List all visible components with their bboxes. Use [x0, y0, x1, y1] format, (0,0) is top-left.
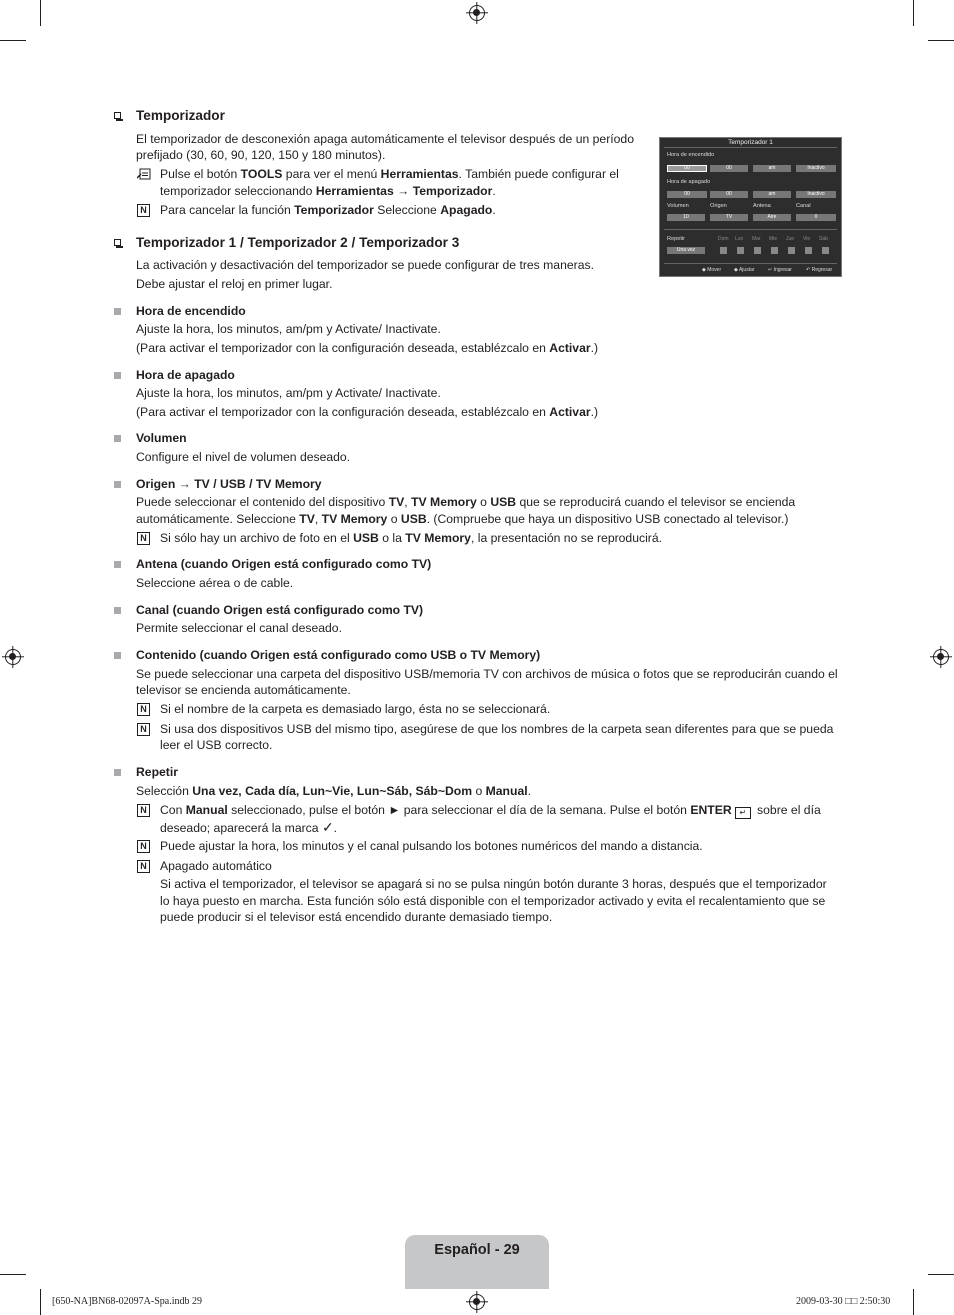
item-text: Selección Una vez, Cada día, Lun~Vie, Lun~Sáb, Sáb~Dom o Manual.: [136, 784, 531, 798]
bullet-icon: [114, 769, 121, 776]
item-text: Se puede seleccionar una carpeta del dispositivo USB/memoria TV con archivos de música o fotos que se reproducirán cuando el: [136, 667, 838, 681]
paragraph-line: prefijado (30, 60, 90, 120, 150 y 180 minutos).: [136, 148, 386, 162]
item-text: Ajuste la hora, los minutos, am/pm y Activate/ Inactivate.: [136, 322, 441, 336]
registration-mark-icon: [469, 5, 485, 21]
panel-day: Lun: [735, 236, 744, 242]
item-text: Permite seleccionar el canal deseado.: [136, 621, 342, 635]
panel-foot-adjust: ◆ Ajustar: [734, 267, 755, 273]
item-text: (Para activar el temporizador con la configuración deseada, establézcalo en Activar.): [136, 341, 599, 355]
registration-mark-icon: [469, 1294, 485, 1310]
check-mark-icon: ✓: [321, 819, 334, 835]
note-icon: N: [137, 723, 150, 736]
paragraph-line: El temporizador de desconexión apaga automáticamente el televisor después de un período: [136, 132, 634, 146]
item-title: Contenido (cuando Origen está configurado como USB o TV Memory): [136, 648, 541, 662]
enter-icon: ↵: [768, 267, 774, 273]
panel-foot-enter: ↵ Ingresar: [768, 267, 792, 273]
print-date: 2009-03-30 □□ 2:50:30: [796, 1296, 891, 1307]
divider: [664, 229, 837, 230]
panel-day: Mar: [752, 236, 761, 242]
bullet-icon: [114, 372, 121, 379]
panel-volume-value[interactable]: 10: [667, 214, 705, 221]
panel-off-minute[interactable]: 00: [710, 191, 748, 198]
bullet-icon: [114, 652, 121, 659]
panel-repeat-value[interactable]: Una vez: [667, 247, 705, 254]
note-line: Apagado automático: [160, 859, 272, 873]
item-text: automáticamente. Seleccione TV, TV Memory o USB. (Compruebe que haya un dispositivo USB conectado al televisor.): [136, 512, 789, 526]
panel-source-value[interactable]: TV: [710, 214, 748, 221]
note-line: Si activa el temporizador, el televisor se apagará si no se pulsa ningún botón durante 3 horas, después que el temporizador: [160, 877, 827, 891]
panel-source-label: Origen: [710, 203, 727, 209]
bullet-icon: [114, 561, 121, 568]
crop-mark: [0, 1274, 26, 1275]
note-icon: N: [137, 703, 150, 716]
crop-mark: [40, 1289, 41, 1315]
section-heading: Temporizador 1 / Temporizador 2 / Temporizador 3: [136, 235, 460, 250]
move-arrows-icon: ◆: [702, 267, 708, 273]
item-text: (Para activar el temporizador con la configuración deseada, establézcalo en Activar.): [136, 405, 599, 419]
note-line: Si usa dos dispositivos USB del mismo tipo, asegúrese de que los nombres de la carpeta sean diferentes para que se pueda: [160, 722, 834, 736]
note-icon: N: [137, 204, 150, 217]
divider: [664, 263, 837, 264]
crop-mark: [0, 40, 26, 41]
panel-on-state[interactable]: Inactivo: [796, 165, 836, 172]
item-title: Hora de apagado: [136, 368, 235, 382]
note-icon: N: [137, 532, 150, 545]
note-line: Si sólo hay un archivo de foto en el USB o la TV Memory, la presentación no se reproducirá.: [160, 531, 663, 545]
bullet-icon: [114, 607, 121, 614]
note-line: lo haya puesto en marcha. Esta función sólo está disponible con el temporizador activado y evita el recalentamiento que se: [160, 894, 826, 908]
registration-mark-icon: [933, 649, 949, 665]
note-icon: N: [137, 804, 150, 817]
item-title: Canal (cuando Origen está configurado como TV): [136, 603, 424, 617]
bullet-icon: [114, 481, 121, 488]
panel-off-hour[interactable]: 00: [667, 191, 707, 198]
panel-channel-value[interactable]: 0: [796, 214, 836, 221]
panel-day-checkbox[interactable]: [822, 247, 829, 254]
tools-icon: [137, 168, 151, 180]
panel-foot-move: ◆ Mover: [702, 267, 722, 273]
panel-day-checkbox[interactable]: [788, 247, 795, 254]
note-line: deseado; aparecerá la marca ✓.: [160, 819, 338, 835]
note-line: puede producir si el televisor está encendido durante demasiado tiempo.: [160, 910, 553, 924]
divider: [664, 147, 837, 148]
panel-on-label: Hora de encendido: [667, 152, 715, 158]
panel-day: Dom: [718, 236, 729, 242]
tools-line: temporizador seleccionando Herramientas → Temporizador.: [160, 184, 496, 198]
panel-day: Vie: [803, 236, 811, 242]
note-line: leer el USB correcto.: [160, 738, 273, 752]
panel-day-checkbox[interactable]: [771, 247, 778, 254]
item-text: Puede seleccionar el contenido del dispositivo TV, TV Memory o USB que se reproducirá cuando el televisor se encienda: [136, 495, 796, 509]
section-heading: Temporizador: [136, 108, 225, 123]
crop-mark: [913, 1289, 914, 1315]
item-title: Hora de encendido: [136, 304, 246, 318]
note-line: Puede ajustar la hora, los minutos y el canal pulsando los botones numéricos del mando a distancia.: [160, 839, 703, 853]
item-text: Configure el nivel de volumen deseado.: [136, 450, 351, 464]
section-box-icon: [114, 239, 121, 246]
paragraph-line: La activación y desactivación del temporizador se puede configurar de tres maneras.: [136, 258, 594, 272]
panel-day-checkbox[interactable]: [754, 247, 761, 254]
panel-foot-return: ↶ Regresar: [806, 267, 833, 273]
panel-antenna-label: Antena: [753, 203, 771, 209]
item-text: televisor se encienda automáticamente.: [136, 683, 351, 697]
item-title: Antena (cuando Origen está configurado como TV): [136, 557, 432, 571]
panel-on-minute[interactable]: 00: [710, 165, 748, 172]
bullet-icon: [114, 435, 121, 442]
panel-on-ampm[interactable]: am: [753, 165, 791, 172]
panel-off-ampm[interactable]: am: [753, 191, 791, 198]
panel-off-label: Hora de apagado: [667, 179, 711, 185]
panel-on-hour[interactable]: 00: [667, 165, 707, 172]
note-line: Con Manual seleccionado, pulse el botón ► para seleccionar el día de la semana. Pulse el botón ENTER ↵ sobre el día: [160, 803, 821, 817]
adjust-arrows-icon: ◆: [734, 267, 739, 273]
panel-day-checkbox[interactable]: [720, 247, 727, 254]
timer-osd-panel: [659, 137, 842, 277]
panel-day: Jue: [786, 236, 795, 242]
section-box-icon: [114, 112, 121, 119]
registration-mark-icon: [5, 649, 21, 665]
note-line: Si el nombre de la carpeta es demasiado largo, ésta no se seleccionará.: [160, 702, 551, 716]
panel-antenna-value[interactable]: Aire: [753, 214, 791, 221]
note-line: Para cancelar la función Temporizador Seleccione Apagado.: [160, 203, 496, 217]
panel-day-checkbox[interactable]: [737, 247, 744, 254]
crop-mark: [928, 1274, 954, 1275]
file-info: [650-NA]BN68-02097A-Spa.indb 29: [52, 1296, 202, 1307]
panel-title: Temporizador 1: [728, 139, 773, 146]
crop-mark: [40, 0, 41, 26]
panel-channel-label: Canal: [796, 203, 811, 209]
crop-mark: [913, 0, 914, 26]
enter-icon: ↵: [735, 807, 751, 819]
note-icon: N: [137, 860, 150, 873]
note-icon: N: [137, 840, 150, 853]
panel-day: Sáb: [819, 236, 828, 242]
item-text: Ajuste la hora, los minutos, am/pm y Activate/ Inactivate.: [136, 386, 441, 400]
item-text: Seleccione aérea o de cable.: [136, 576, 294, 590]
paragraph-line: Debe ajustar el reloj en primer lugar.: [136, 277, 333, 291]
item-title: Volumen: [136, 431, 187, 445]
panel-volume-label: Volumen: [667, 203, 689, 209]
panel-day-checkbox[interactable]: [805, 247, 812, 254]
return-icon: ↶: [806, 267, 812, 273]
tools-line: Pulse el botón TOOLS para ver el menú Herramientas. También puede configurar el: [160, 167, 619, 181]
panel-off-state[interactable]: Inactivo: [796, 191, 836, 198]
panel-repeat-label: Repetir: [667, 236, 686, 242]
item-title: Repetir: [136, 765, 178, 779]
page-number: Español - 29: [434, 1242, 520, 1258]
panel-day: Mie: [769, 236, 778, 242]
crop-mark: [928, 40, 954, 41]
item-title: Origen → TV / USB / TV Memory: [136, 477, 322, 491]
bullet-icon: [114, 308, 121, 315]
